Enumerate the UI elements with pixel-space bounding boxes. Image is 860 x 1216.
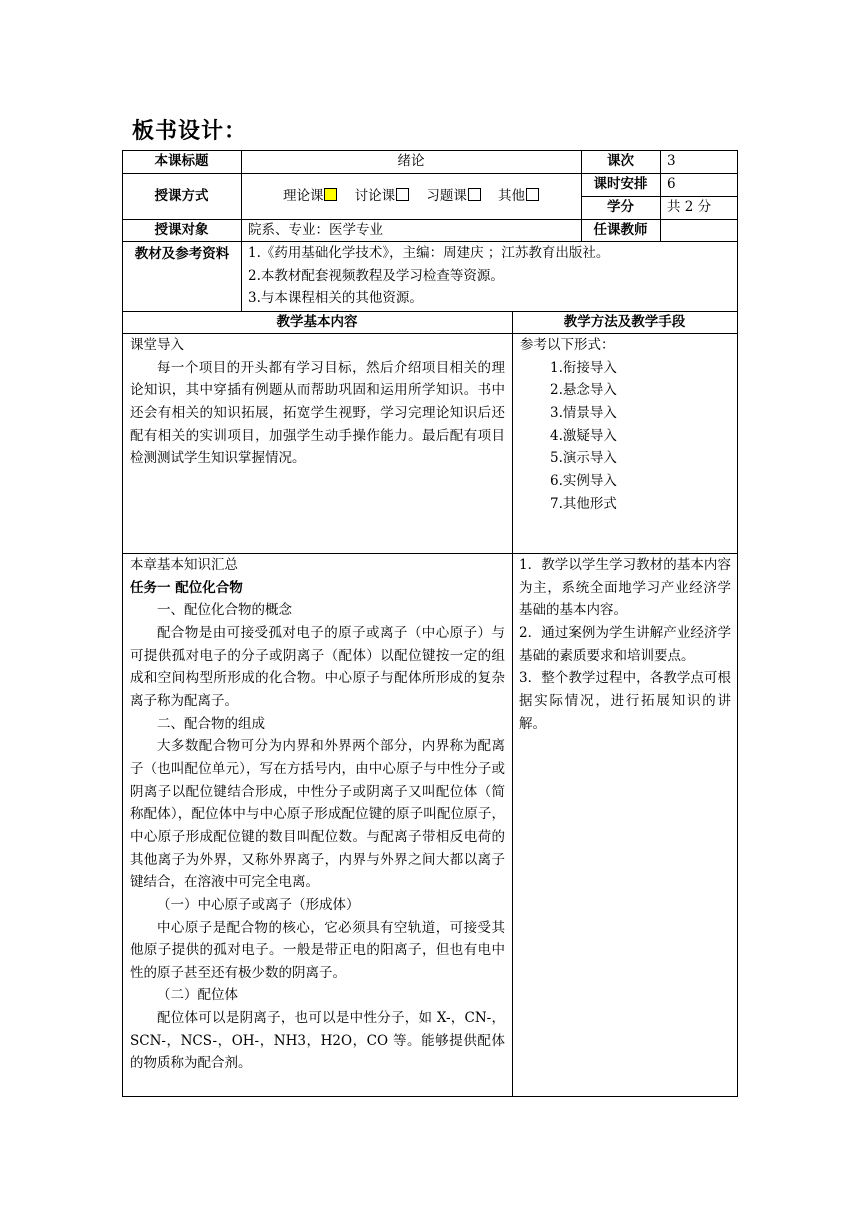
knowledge-method-item: 2．通过案例为学生讲解产业经济学基础的素质要求和培训要点。: [519, 624, 731, 664]
page-heading: 板书设计：: [132, 119, 248, 144]
intro-title: 课堂导入: [130, 337, 184, 353]
method-options: [241, 173, 581, 219]
intro-method-item: 2.悬念导入: [550, 382, 617, 399]
task-heading: 任务一 配位化合物: [130, 579, 243, 596]
method-label: 授课方式: [154, 188, 209, 204]
materials-label: 教材及参考资料: [134, 246, 230, 262]
teacher-value: [667, 219, 737, 241]
materials-item: 1.《药用基础化学技术》，主编：周建庆 ；江苏教育出版社。: [248, 245, 610, 261]
paragraph: 配位体可以是阴离子，也可以是中性分子，如 X-，CN-，SCN-，NCS-，OH-，NH3，H2O，CO 等。能够提供配体的物质称为配合剂。: [130, 1010, 505, 1072]
method-option-other: 其他: [498, 188, 539, 204]
intro-method-list: [520, 357, 732, 516]
hours-value: 6: [667, 176, 676, 192]
audience-label: 授课对象: [154, 222, 209, 238]
credit-label: 学分: [607, 199, 634, 215]
method-column-header: 教学方法及教学手段: [563, 314, 686, 330]
intro-paragraph: 每一个项目的开头都有学习目标，然后介绍项目相关的理论知识，其中穿插有例题从而帮助巩固和运用所学知识。书中还会有相关的知识拓展，拓宽学生视野，学习完理论知识后还配有相关的实训项目，加强学生动手操作能力。最后配有项目检测测试学生知识掌握情况。: [130, 359, 505, 467]
method-option-exercise: 习题课: [426, 188, 481, 204]
knowledge-title: 本章基本知识汇总: [130, 557, 238, 573]
teacher-label: 任课教师: [593, 222, 648, 238]
intro-method-item: 4.激疑导入: [550, 427, 617, 444]
intro-method-item: 1.衔接导入: [550, 359, 617, 376]
intro-method-item: 5.演示导入: [550, 450, 617, 467]
section-heading: 一、配位化合物的概念: [157, 602, 292, 619]
checkbox-icon: [468, 188, 481, 201]
knowledge-method-section: [519, 554, 731, 735]
credit-value: 共 2 分: [667, 199, 712, 215]
materials-item: 2.本教材配套视频教程及学习检查等资源。: [248, 267, 504, 284]
section-heading: 二、配合物的组成: [157, 715, 265, 732]
checkbox-icon: [526, 188, 539, 201]
paragraph: 中心原子是配合物的核心，它必须具有空轨道，可接受其他原子提供的孤对电子。一般是带正电的阳离子，但也有电中性的原子甚至还有极少数的阴离子。: [130, 919, 505, 981]
intro-method-section: [520, 334, 732, 515]
checkbox-icon: [396, 188, 409, 201]
intro-method-title: 参考以下形式：: [520, 337, 615, 353]
course-title-label: 本课标题: [154, 153, 209, 169]
method-option-discussion: 讨论课: [355, 188, 410, 204]
intro-method-item: 7.其他形式: [550, 495, 617, 512]
knowledge-section: [130, 554, 505, 1075]
method-option-theory: 理论课: [283, 188, 338, 204]
materials-list: [248, 242, 733, 310]
session-label: 课次: [607, 153, 634, 169]
intro-method-item: 6.实例导入: [550, 472, 617, 489]
section-heading: （二）配位体: [157, 987, 238, 1004]
content-column-header: 教学基本内容: [276, 314, 358, 330]
intro-section: [130, 334, 505, 470]
hours-label: 课时安排: [593, 176, 648, 192]
intro-method-item: 3.情景导入: [550, 404, 617, 421]
materials-item: 3.与本课程相关的其他资源。: [248, 290, 423, 307]
knowledge-method-item: 3．整个教学过程中，各教学点可根据实际情况，进行拓展知识的讲解。: [519, 670, 731, 732]
course-title-value: 绪论: [397, 153, 425, 169]
checkbox-icon: [324, 188, 337, 201]
section-heading: （一）中心原子或离子（形成体）: [157, 896, 360, 913]
session-value: 3: [667, 153, 676, 169]
paragraph: 大多数配合物可分为内界和外界两个部分，内界称为配离子（也叫配位单元），写在方括号内，由中心原子与中性分子或阴离子以配位键结合形成，中性分子或阴离子又叫配位体（简称配体），配位体中与中心原子形成配位键的原子叫配位原子，中心原子形成配位键的数目叫配位数。与配离子带相反电荷的其他离子为外界，又称外界离子，内界与外界之间大都以离子键结合，在溶液中可完全电离。: [130, 738, 505, 891]
knowledge-method-item: 1．教学以学生学习教材的基本内容为主，系统全面地学习产业经济学基础的基本内容。: [519, 557, 731, 619]
paragraph: 配合物是由可接受孤对电子的原子或离子（中心原子）与可提供孤对电子的分子或阴离子（配体）以配位键按一定的组成和空间构型所形成的化合物。中心原子与配体所形成的复杂离子称为配离子。: [130, 624, 505, 709]
audience-value: 院系、专业：医学专业: [248, 222, 383, 238]
